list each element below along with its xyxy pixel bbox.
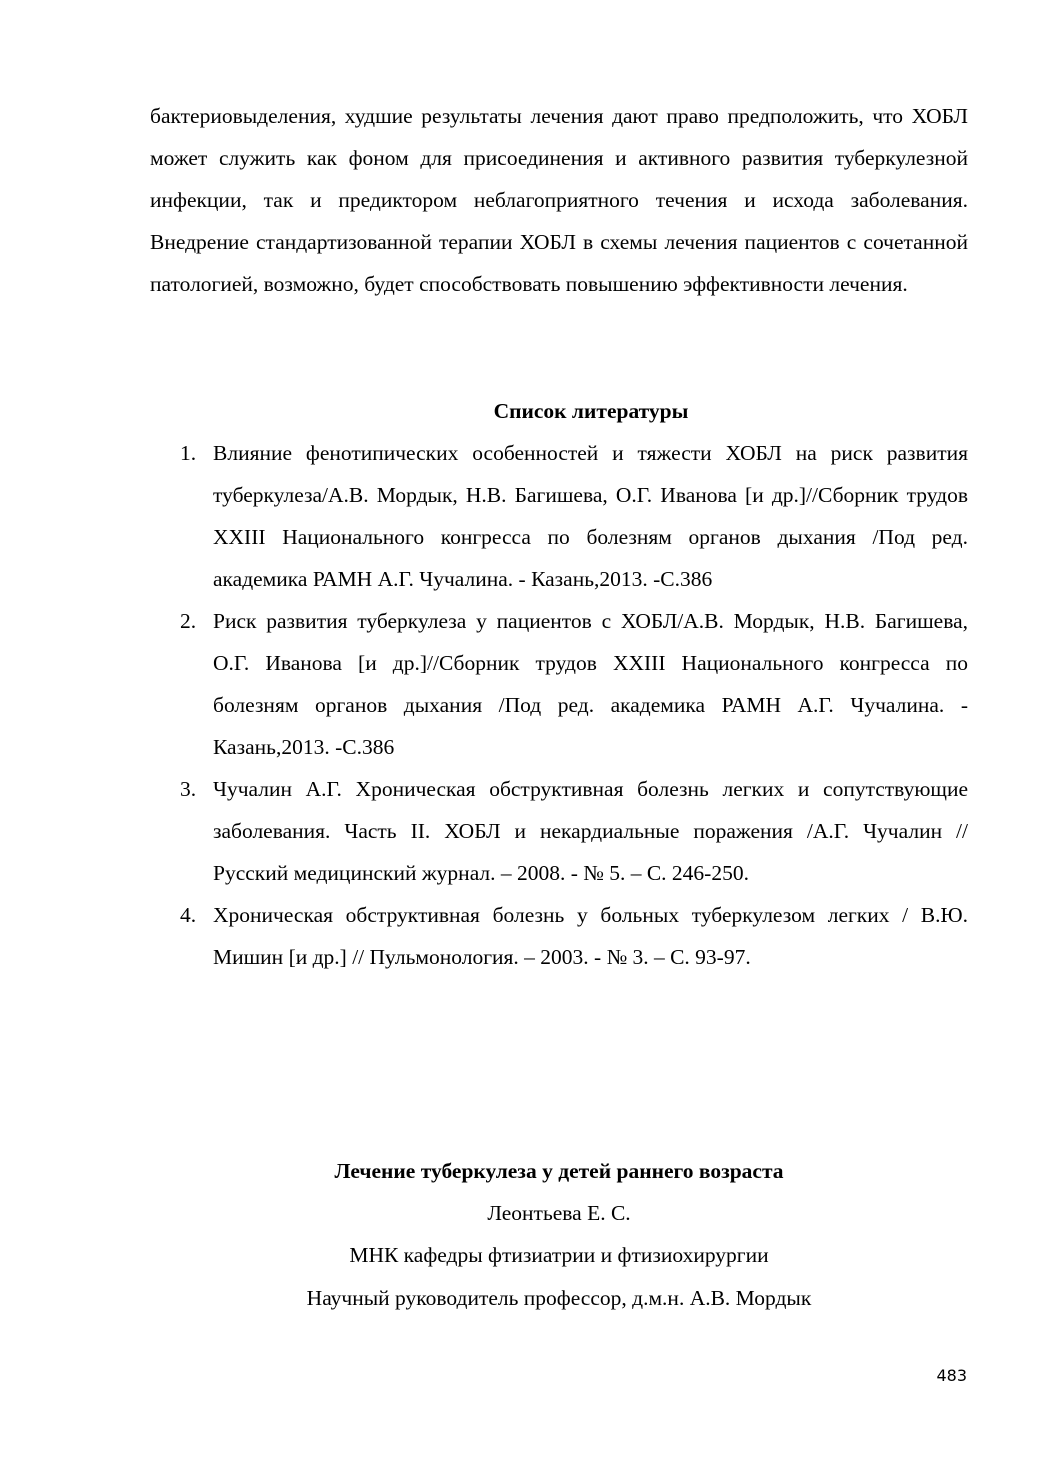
article-author: Леонтьева Е. С.: [487, 1201, 631, 1225]
reference-item: [150, 600, 968, 768]
references-heading: Список литературы: [493, 399, 689, 423]
reference-text: Хроническая обструктивная болезнь у больных туберкулезом легких / В.Ю. Мишин [и др.] // Пульмонология. – 2003. - № 3. – С. 93-97.: [213, 903, 968, 969]
reference-text: Чучалин А.Г. Хроническая обструктивная болезнь легких и сопутствующие заболевания. Часть II. ХОБЛ и некардиальные поражения /А.Г. Чучалин // Русский медицинский журнал. – 2008. - № 5. – С. 246-250.: [213, 777, 968, 885]
reference-number: 3.: [180, 777, 197, 801]
article-affiliation: МНК кафедры фтизиатрии и фтизиохирургии: [349, 1243, 769, 1267]
reference-item: [150, 894, 968, 978]
reference-number: 1.: [180, 441, 197, 465]
article-supervisor: Научный руководитель профессор, д.м.н. А.В. Мордык: [306, 1286, 812, 1310]
reference-item: [150, 432, 968, 600]
reference-number: 2.: [180, 609, 197, 633]
article-title: Лечение туберкулеза у детей раннего возраста: [334, 1159, 784, 1183]
references-list: [150, 432, 968, 978]
reference-text: Риск развития туберкулеза у пациентов с ХОБЛ/А.В. Мордык, Н.В. Багишева, О.Г. Иванова [и др.]//Сборник трудов XXIII Национального конгресса по болезням органов дыхания /Под ред. академика РАМН А.Г. Чучалина. - Казань,2013. -С.386: [213, 609, 968, 759]
intro-paragraph: бактериовыделения, худшие результаты лечения дают право предположить, что ХОБЛ может служить как фоном для присоединения и активного развития туберкулезной инфекции, так и предиктором неблагоприятного течения и исхода заболевания. Внедрение стандартизованной терапии ХОБЛ в схемы лечения пациентов с сочетанной патологией, возможно, будет способствовать повышению эффективности лечения.: [150, 104, 968, 296]
reference-text: Влияние фенотипических особенностей и тяжести ХОБЛ на риск развития туберкулеза/А.В. Мордык, Н.В. Багишева, О.Г. Иванова [и др.]//Сборник трудов XXIII Национального конгресса по болезням органов дыхания /Под ред. академика РАМН А.Г. Чучалина. - Казань,2013. -С.386: [213, 441, 968, 591]
reference-item: [150, 768, 968, 894]
page-number: 483: [936, 1366, 967, 1385]
reference-number: 4.: [180, 903, 197, 927]
